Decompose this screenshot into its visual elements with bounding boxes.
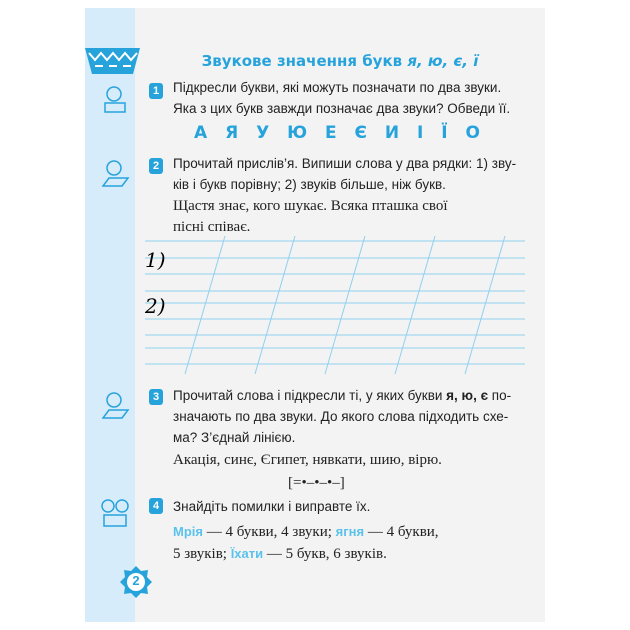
task-number: 2 xyxy=(149,158,163,174)
pupil-reading-icon xyxy=(100,84,130,114)
sound-scheme: [=•–•–•–] xyxy=(288,475,345,491)
task4-text: Знайдіть помилки і виправте їх. xyxy=(173,499,371,514)
pupil-writing-icon xyxy=(100,158,130,188)
task3-text: Прочитай слова і підкресли ті, у яких букви я, ю, є по- значають по два звуки. До якого слова підходить схе- ма? З’єднай лінією. xyxy=(173,388,512,445)
row-label-2: 2) xyxy=(145,294,166,318)
letter-row: А Я У Ю Е Є И І Ї О xyxy=(194,123,486,143)
ornament-icon xyxy=(85,48,140,74)
task-number: 3 xyxy=(149,389,163,405)
task1-text: Підкресли букви, які можуть позначати по два звуки. Яка з цих букв завжди позначає два звуки? Обведи її. xyxy=(173,80,511,116)
pupil-writing-icon xyxy=(100,390,130,420)
two-pupils-icon xyxy=(100,498,130,528)
task2-text: Прочитай прислів’я. Випиши слова у два рядки: 1) зву- ків і букв порівну; 2) звуків більше, ніж букв. xyxy=(173,156,517,192)
word-list: Акація, синє, Єгипет, нявкати, шию, вірю. xyxy=(173,452,442,468)
page-title: Звукове значення букв я, ю, є, ї xyxy=(201,52,479,70)
task-number: 1 xyxy=(149,83,163,99)
row-label-1: 1) xyxy=(145,248,166,272)
task4-answer: Мрія — 4 букви, 4 звуки; ягня — 4 букви, 5 звуків; Їхати — 5 букв, 6 звуків. xyxy=(173,524,439,562)
page-number: 2 xyxy=(132,573,140,588)
writing-lines[interactable] xyxy=(145,236,525,376)
proverb: Щастя знає, кого шукає. Всяка пташка свої пісні співає. xyxy=(173,198,448,235)
task-number: 4 xyxy=(149,498,163,514)
